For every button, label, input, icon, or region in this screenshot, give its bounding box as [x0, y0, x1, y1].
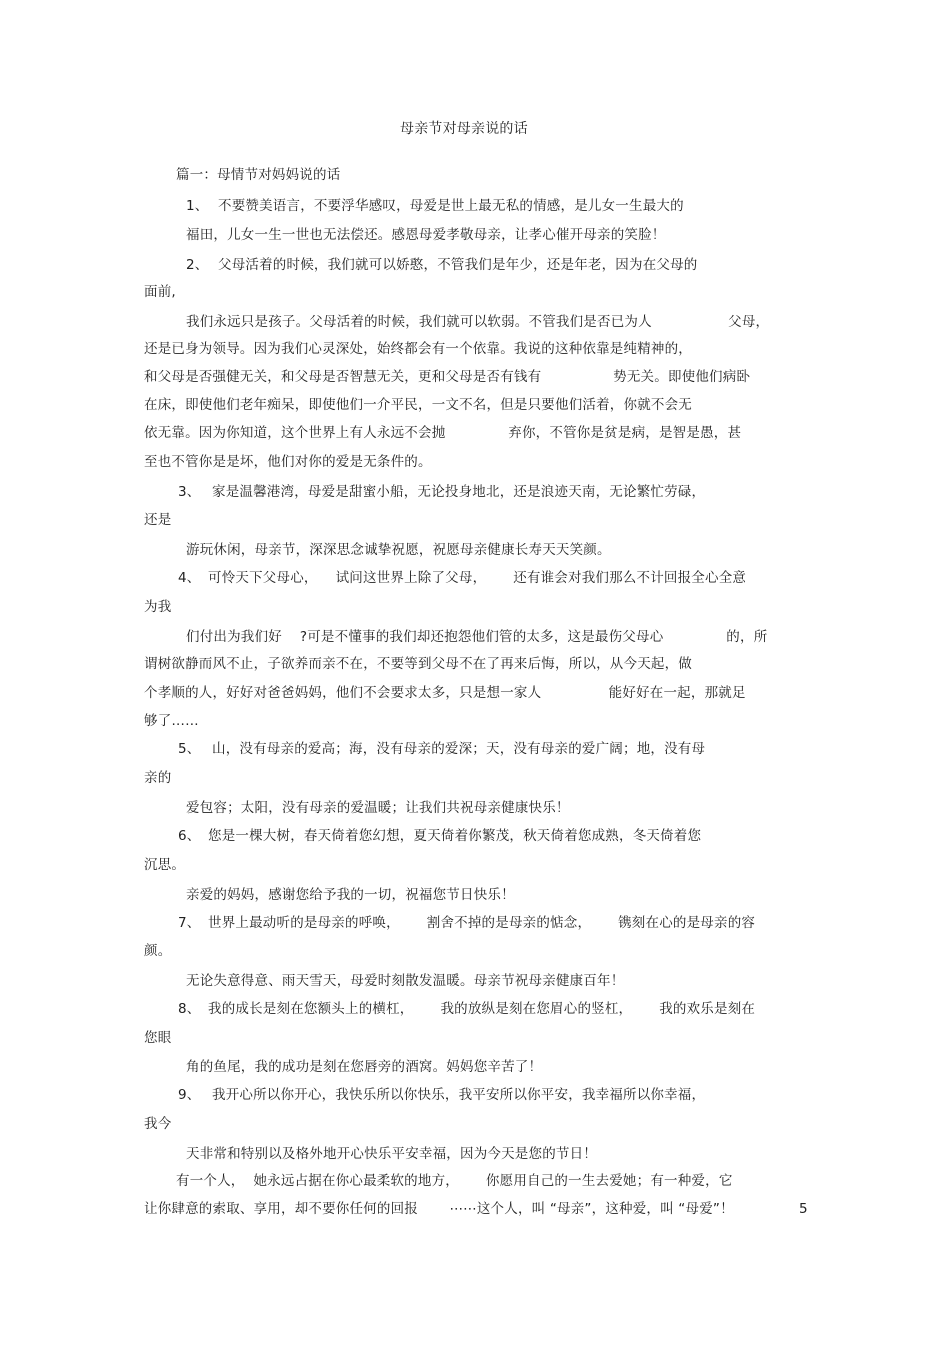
document-title: 母亲节对母亲说的话 [400, 121, 528, 137]
paragraph-line: 游玩休闲，母亲节，深深思念诚挚祝愿，祝愿母亲健康长寿天天笑颜。 [186, 542, 611, 558]
paragraph-line: 爱包容；太阳，没有母亲的爱温暖；让我们共祝母亲健康快乐！ [186, 800, 570, 816]
paragraph-line: 颜。 [144, 943, 172, 959]
paragraph-line: 和父母是否强健无关，和父母是否智慧无关，更和父母是否有钱有 势无关。即使他们病卧 [144, 369, 751, 385]
paragraph-line: 们付出为我们好 ?可是不懂事的我们却还抱怨他们管的太多，这是最伤父母心 的，所 [186, 629, 768, 645]
paragraph-line: 天非常和特别以及格外地开心快乐平安幸福，因为今天是您的节日！ [186, 1146, 597, 1162]
paragraph-line: 世界上最动听的是母亲的呼唤， 割舍不掉的是母亲的惦念， 镌刻在心的是母亲的容 [208, 915, 756, 931]
paragraph-line: 可怜天下父母心， 试问这世界上除了父母， 还有谁会对我们那么不计回报全心全意 [208, 570, 747, 586]
item-number-3: 3、 [178, 484, 201, 500]
paragraph-line: 谓树欲静而风不止，子欲养而亲不在，不要等到父母不在了再来后悔，所以，从今天起，做 [144, 656, 692, 672]
paragraph-line: 够了…… [144, 713, 199, 729]
item-number-8: 8、 [178, 1001, 201, 1017]
paragraph-line: 亲爱的妈妈，感谢您给予我的一切，祝福您节日快乐！ [186, 887, 515, 903]
paragraph-line: 山，没有母亲的爱高；海，没有母亲的爱深；天，没有母亲的爱广阔；地，没有母 [212, 741, 706, 757]
item-number-6: 6、 [178, 828, 201, 844]
paragraph-line: 至也不管你是是坏，他们对你的爱是无条件的。 [144, 454, 432, 470]
page-number: 5 [799, 1201, 808, 1217]
paragraph-line: 依无靠。因为你知道，这个世界上有人永远不会抛 弃你，不管你是贫是病，是智是愚，甚 [144, 425, 742, 441]
paragraph-line: 无论失意得意、雨天雪天，母爱时刻散发温暖。母亲节祝母亲健康百年！ [186, 973, 625, 989]
paragraph-line: 让你肆意的索取、享用，却不要你任何的回报 ⋯⋯这个人，叫 “母亲”，这种爱，叫 “母爱”！ [144, 1201, 734, 1217]
paragraph-line: 我们永远只是孩子。父母活着的时候，我们就可以软弱。不管我们是否已为人 父母， [186, 314, 770, 330]
paragraph-line: 不要赞美语言，不要浮华感叹，母爱是世上最无私的情感，是儿女一生最大的 [218, 198, 684, 214]
paragraph-line: 沉思。 [144, 857, 186, 873]
item-number-1: 1、 [186, 198, 209, 214]
paragraph-line: 有一个人， 她永远占据在你心最柔软的地方， 你愿用自己的一生去爱她；有一种爱，它 [176, 1173, 733, 1189]
item-number-4: 4、 [178, 570, 201, 586]
paragraph-line: 亲的 [144, 770, 172, 786]
paragraph-line: 还是已身为领导。因为我们心灵深处，始终都会有一个依靠。我说的这种依靠是纯精神的， [144, 341, 692, 357]
item-number-9: 9、 [178, 1087, 201, 1103]
item-number-7: 7、 [178, 915, 201, 931]
paragraph-line: 面前, [144, 284, 176, 300]
paragraph-line: 父母活着的时候，我们就可以娇憨，不管我们是年少，还是年老，因为在父母的 [218, 257, 698, 273]
paragraph-line: 在床，即使他们老年痴呆，即使他们一介平民，一文不名，但是只要他们活着，你就不会无 [144, 397, 692, 413]
paragraph-line: 家是温馨港湾，母爱是甜蜜小船，无论投身地北，还是浪迹天南，无论繁忙劳碌， [212, 484, 706, 500]
section-heading: 篇一：母情节对妈妈说的话 [176, 167, 341, 183]
paragraph-line: 角的鱼尾，我的成功是刻在您唇旁的酒窝。妈妈您辛苦了！ [186, 1059, 543, 1075]
paragraph-line: 您眼 [144, 1030, 172, 1046]
item-number-2: 2、 [186, 257, 209, 273]
paragraph-line: 还是 [144, 512, 172, 528]
item-number-5: 5、 [178, 741, 201, 757]
paragraph-line: 我开心所以你开心，我快乐所以你快乐，我平安所以你平安，我幸福所以你幸福， [212, 1087, 706, 1103]
paragraph-line: 为我 [144, 599, 172, 615]
paragraph-line: 您是一棵大树，春天倚着您幻想，夏天倚着你繁茂，秋天倚着您成熟，冬天倚着您 [208, 828, 702, 844]
paragraph-line: 我今 [144, 1116, 172, 1132]
paragraph-line: 个孝顺的人，好好对爸爸妈妈，他们不会要求太多，只是想一家人 能好好在一起，那就足 [144, 685, 746, 701]
paragraph-line: 我的成长是刻在您额头上的横杠， 我的放纵是刻在您眉心的竖杠， 我的欢乐是刻在 [208, 1001, 756, 1017]
paragraph-line: 福田，儿女一生一世也无法偿还。感恩母爱孝敬母亲，让孝心催开母亲的笑脸！ [186, 227, 666, 243]
